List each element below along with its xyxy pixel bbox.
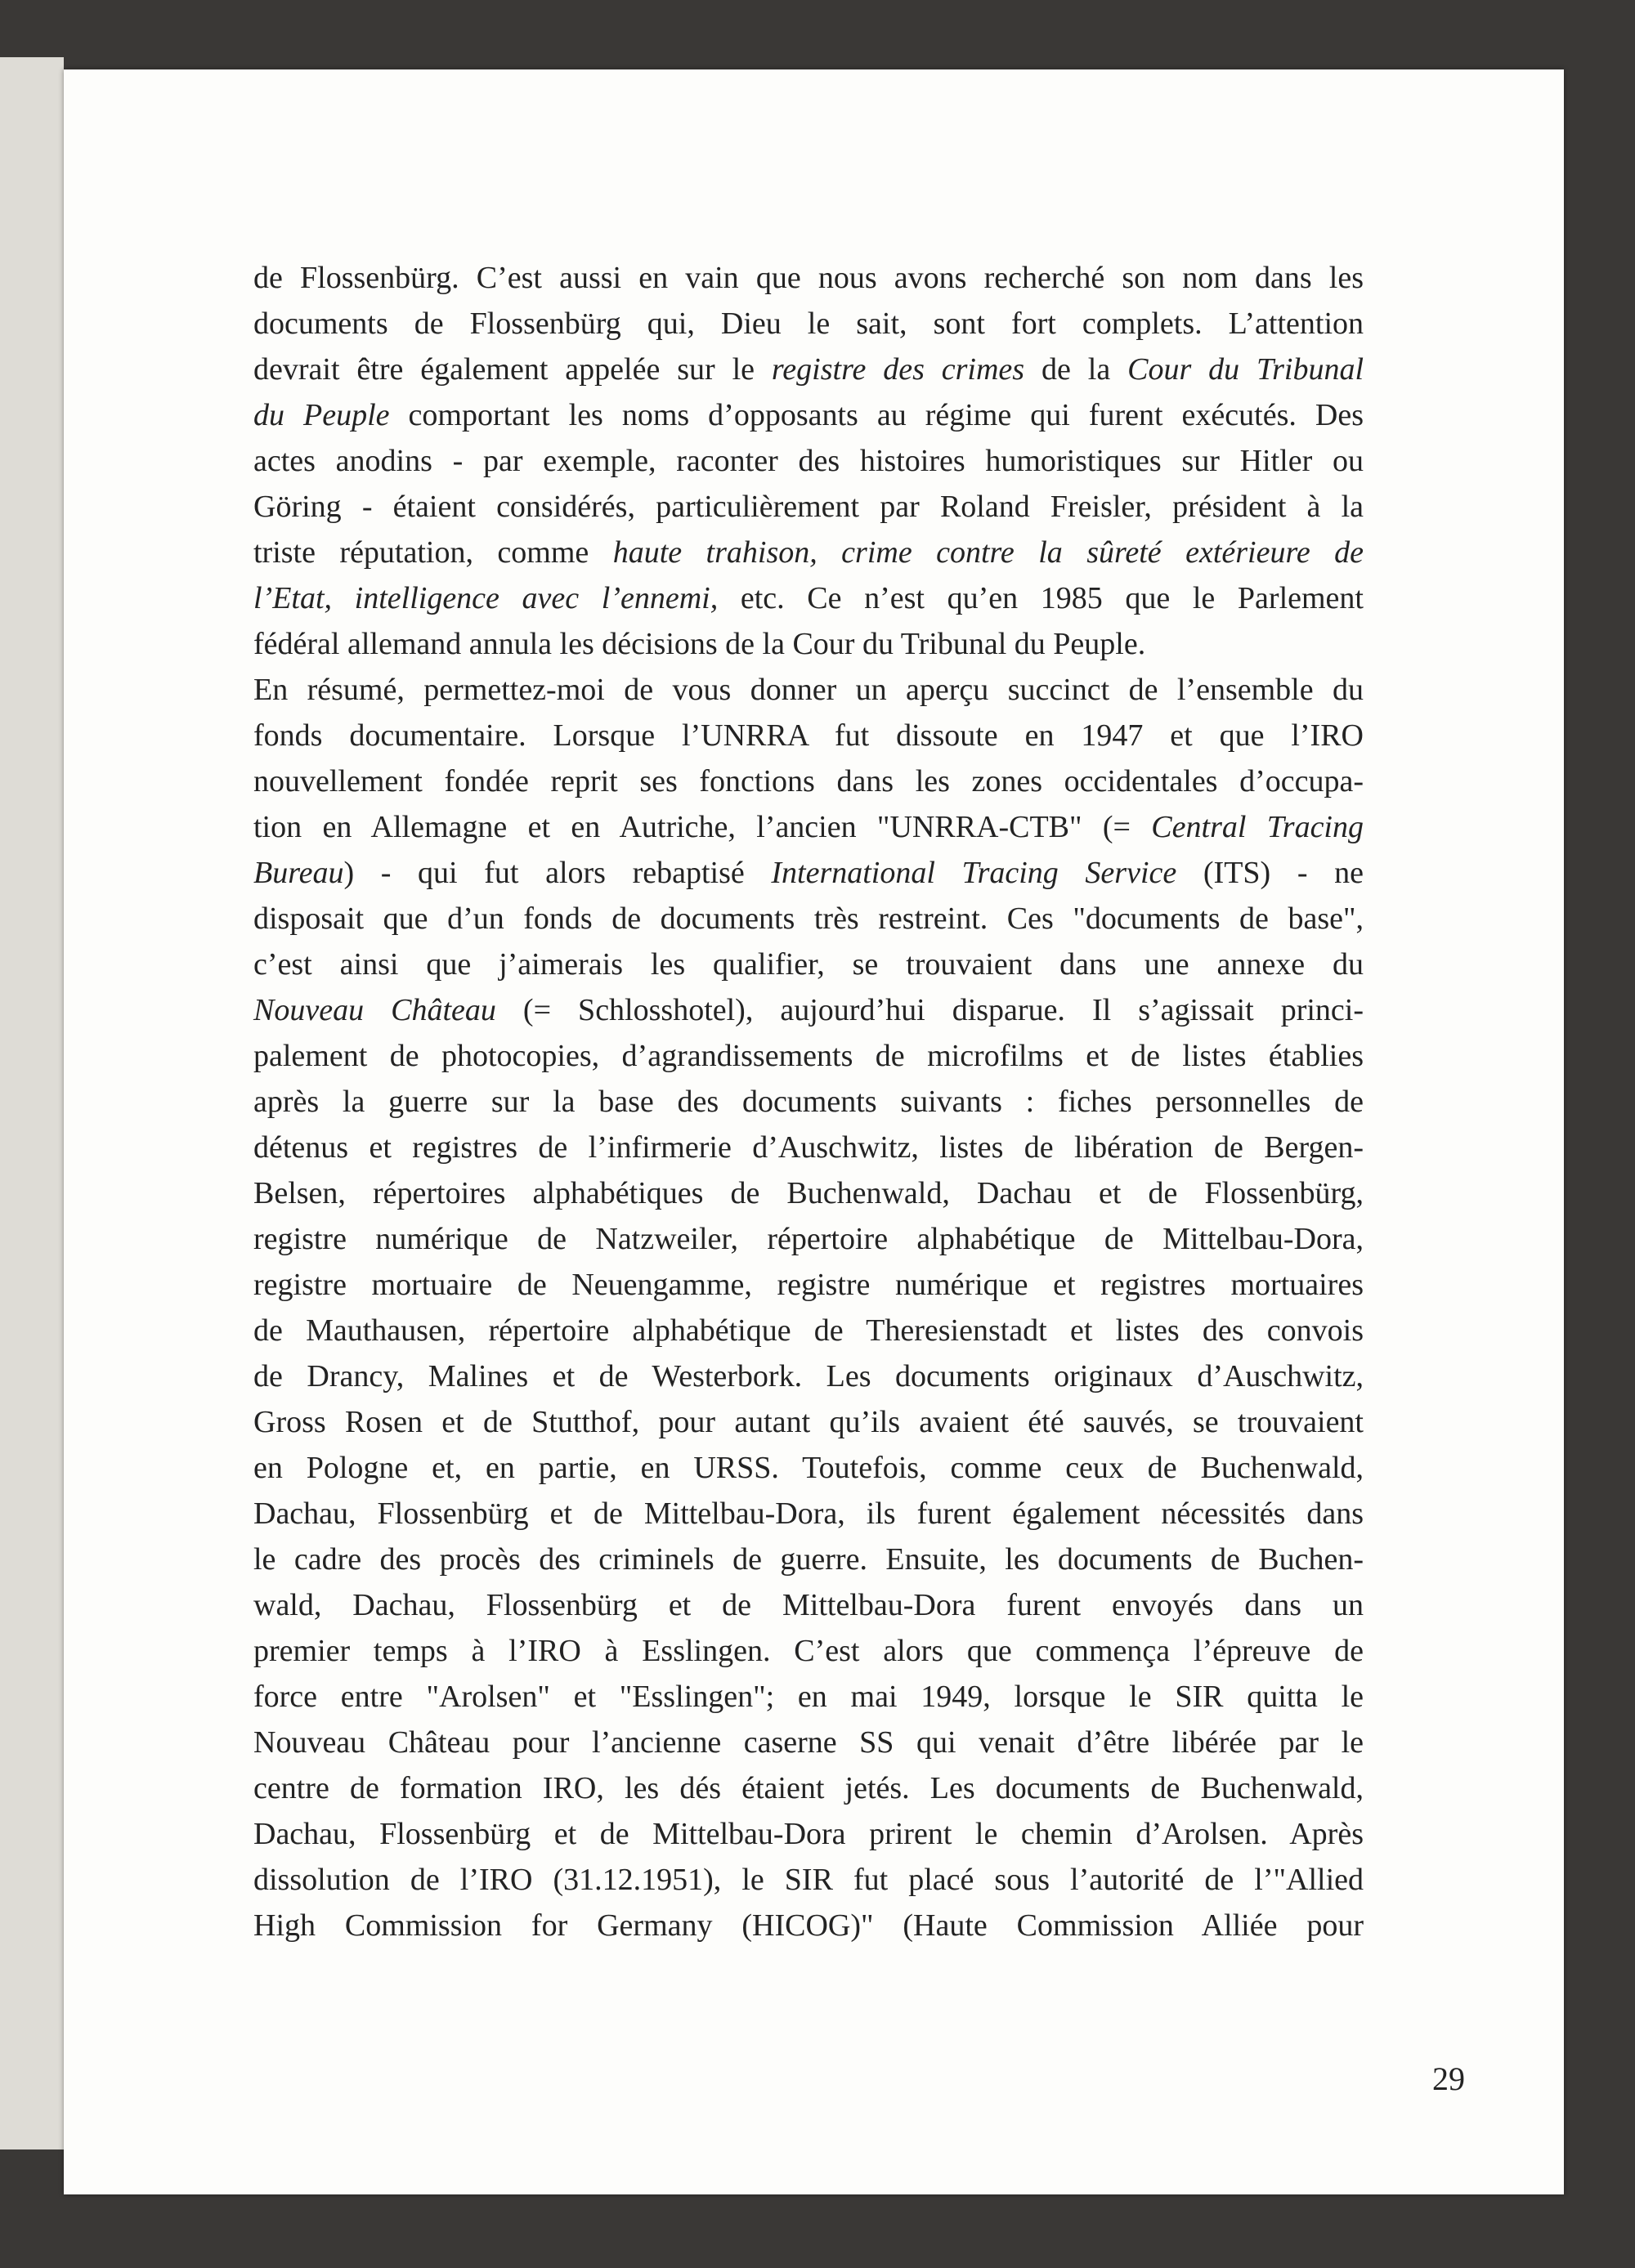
text-line	[253, 1170, 1364, 1216]
body-text	[253, 255, 1364, 1948]
text-line	[253, 530, 1364, 575]
italic-text: l’Etat, intelligence avec l’ennemi,	[253, 581, 719, 615]
italic-text: registre des crimes	[771, 352, 1025, 387]
text-run: de Flossenbürg. C’est aussi en vain que nous avons recherché son nom dans les	[253, 261, 1364, 295]
text-line	[253, 438, 1364, 484]
text-line	[253, 1125, 1364, 1170]
italic-text: haute trahison, crime contre la sûreté extérieure de	[612, 535, 1364, 570]
text-line	[253, 1079, 1364, 1125]
text-line	[253, 1674, 1364, 1720]
text-run: Gross Rosen et de Stutthof, pour autant qu’ils avaient été sauvés, se trouvaient	[253, 1405, 1364, 1439]
italic-text: du Peuple	[253, 398, 390, 432]
text-line	[253, 667, 1364, 713]
text-run: fédéral allemand annula les décisions de la Cour du Tribunal du Peuple.	[253, 627, 1146, 661]
text-line	[253, 896, 1364, 942]
text-run: force entre "Arolsen" et "Esslingen"; en mai 1949, lorsque le SIR quitta le	[253, 1680, 1364, 1714]
text-run: registre mortuaire de Neuengamme, registre numérique et registres mortuaires	[253, 1268, 1364, 1302]
text-line	[253, 1537, 1364, 1582]
text-line	[253, 758, 1364, 804]
text-run: En résumé, permettez-moi de vous donner un aperçu succinct de l’ensemble du	[253, 673, 1364, 707]
text-run: en Pologne et, en partie, en URSS. Toutefois, comme ceux de Buchenwald,	[253, 1451, 1364, 1485]
text-line	[253, 804, 1364, 850]
text-line	[253, 713, 1364, 758]
text-run: c’est ainsi que j’aimerais les qualifier, se trouvaient dans une annexe du	[253, 947, 1364, 982]
italic-text: Bureau	[253, 856, 344, 890]
text-run: de Drancy, Malines et de Westerbork. Les documents originaux d’Auschwitz,	[253, 1359, 1364, 1393]
text-run: après la guerre sur la base des documents suivants : fiches personnelles de	[253, 1085, 1364, 1119]
text-line	[253, 850, 1364, 896]
text-run: premier temps à l’IRO à Esslingen. C’est alors que commença l’épreuve de	[253, 1634, 1364, 1668]
text-run: Nouveau Château pour l’ancienne caserne SS qui venait d’être libérée par le	[253, 1725, 1364, 1760]
italic-text: International Tracing Service	[771, 856, 1177, 890]
text-run: fonds documentaire. Lorsque l’UNRRA fut dissoute en 1947 et que l’IRO	[253, 718, 1364, 753]
text-run: Belsen, répertoires alphabétiques de Buchenwald, Dachau et de Flossenbürg,	[253, 1176, 1364, 1210]
text-run: de Mauthausen, répertoire alphabétique de Theresienstadt et listes des convois	[253, 1313, 1364, 1348]
text-run: disposait que d’un fonds de documents très restreint. Ces "documents de base",	[253, 901, 1364, 936]
text-line	[253, 1216, 1364, 1262]
text-run: détenus et registres de l’infirmerie d’Auschwitz, listes de libération de Bergen-	[253, 1130, 1364, 1165]
text-run: triste réputation, comme	[253, 535, 613, 570]
text-line	[253, 1628, 1364, 1674]
text-line	[253, 347, 1364, 392]
text-line	[253, 484, 1364, 530]
text-run: nouvellement fondée reprit ses fonctions dans les zones occidentales d’occupa-	[253, 764, 1364, 798]
text-line	[253, 1582, 1364, 1628]
left-page-edge	[0, 57, 64, 2149]
text-run: tion en Allemagne et en Autriche, l’ancien "UNRRA-CTB" (=	[253, 810, 1152, 844]
text-line	[253, 255, 1364, 301]
italic-text: Cour du Tribunal	[1127, 352, 1364, 387]
italic-text: Central Tracing	[1151, 810, 1364, 844]
text-line	[253, 1033, 1364, 1079]
text-line	[253, 1353, 1364, 1399]
text-line	[253, 1811, 1364, 1857]
page-number: 29	[1432, 2060, 1465, 2097]
text-line	[253, 1308, 1364, 1353]
text-line	[253, 392, 1364, 438]
text-run: devrait être également appelée sur le	[253, 352, 772, 387]
text-line	[253, 1903, 1364, 1948]
text-run: dissolution de l’IRO (31.12.1951), le SIR fut placé sous l’autorité de l’"Allied	[253, 1863, 1364, 1897]
text-run: ) - qui fut alors rebaptisé	[343, 856, 772, 890]
text-run: (ITS) - ne	[1176, 856, 1364, 890]
text-run: comportant les noms d’opposants au régime qui furent exécutés. Des	[389, 398, 1364, 432]
text-line	[253, 942, 1364, 987]
text-line	[253, 1857, 1364, 1903]
text-run: High Commission for Germany (HICOG)" (Haute Commission Alliée pour	[253, 1908, 1364, 1943]
text-run: Dachau, Flossenbürg et de Mittelbau-Dora prirent le chemin d’Arolsen. Après	[253, 1817, 1364, 1851]
text-run: (= Schlosshotel), aujourd’hui disparue. Il s’agissait princi-	[495, 993, 1364, 1027]
text-run: le cadre des procès des criminels de guerre. Ensuite, les documents de Buchen-	[253, 1542, 1364, 1577]
text-run: palement de photocopies, d’agrandissements de microfilms et de listes établies	[253, 1039, 1364, 1073]
text-run: documents de Flossenbürg qui, Dieu le sait, sont fort complets. L’attention	[253, 306, 1364, 341]
text-line	[253, 1765, 1364, 1811]
text-line	[253, 1445, 1364, 1491]
text-line	[253, 1720, 1364, 1765]
text-run: registre numérique de Natzweiler, répertoire alphabétique de Mittelbau-Dora,	[253, 1222, 1364, 1256]
text-run: de la	[1024, 352, 1128, 387]
text-line	[253, 621, 1364, 667]
text-line	[253, 575, 1364, 621]
text-run: centre de formation IRO, les dés étaient jetés. Les documents de Buchenwald,	[253, 1771, 1364, 1805]
text-line	[253, 987, 1364, 1033]
text-run: wald, Dachau, Flossenbürg et de Mittelbau-Dora furent envoyés dans un	[253, 1588, 1364, 1622]
text-line	[253, 1491, 1364, 1537]
text-line	[253, 1262, 1364, 1308]
italic-text: Nouveau Château	[253, 993, 496, 1027]
text-run: Göring - étaient considérés, particulièrement par Roland Freisler, président à la	[253, 490, 1364, 524]
text-line	[253, 301, 1364, 347]
text-run: actes anodins - par exemple, raconter des histoires humoristiques sur Hitler ou	[253, 444, 1364, 478]
text-line	[253, 1399, 1364, 1445]
text-run: Dachau, Flossenbürg et de Mittelbau-Dora, ils furent également nécessités dans	[253, 1496, 1364, 1531]
text-run: etc. Ce n’est qu’en 1985 que le Parlement	[718, 581, 1364, 615]
